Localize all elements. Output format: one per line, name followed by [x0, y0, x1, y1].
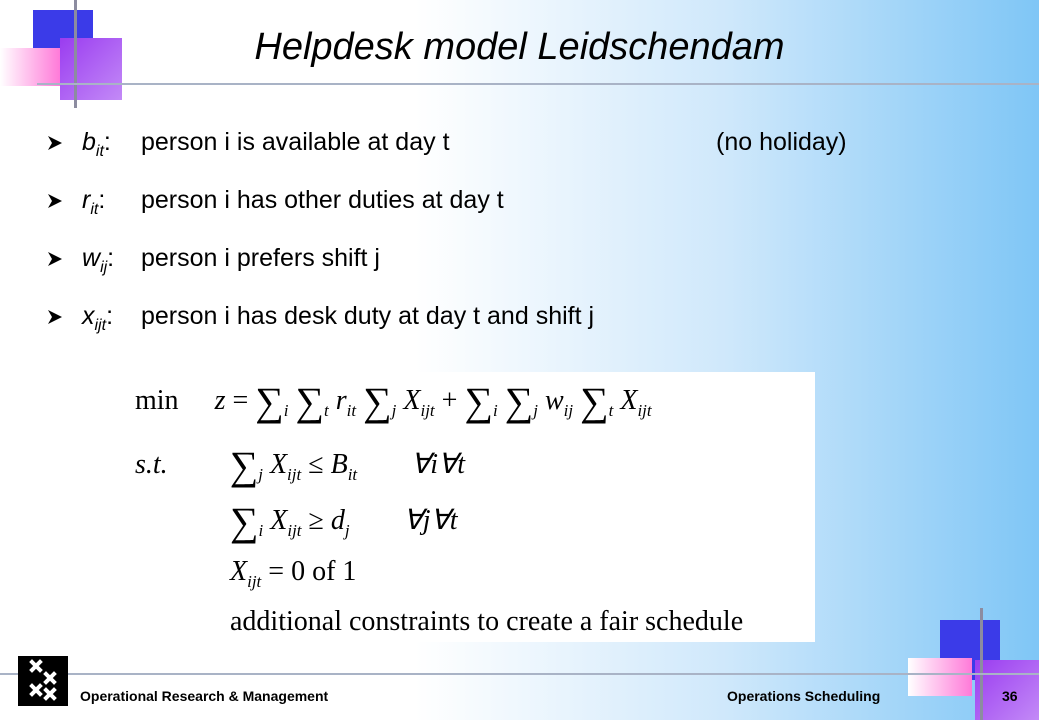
- footer-course: Operations Scheduling: [727, 688, 881, 704]
- equals-sign: =: [232, 385, 249, 416]
- deco-line-horizontal-br: [0, 673, 1039, 675]
- deco-square-pink-br: [908, 658, 972, 696]
- deco-line-vertical-br: [980, 608, 983, 720]
- variable-description: person i prefers shift j: [141, 244, 380, 272]
- variable-description: person i has other duties at day t: [141, 186, 504, 214]
- footer-department: Operational Research & Management: [80, 688, 329, 704]
- deco-line-horizontal: [37, 83, 1039, 85]
- variable-description: person i is available at day t: [141, 128, 450, 156]
- min-label: min: [135, 385, 179, 416]
- arrow-bullet-icon: [46, 192, 64, 210]
- variable-description: person i has desk duty at day t and shift j: [141, 302, 595, 330]
- quantifier-2: ∀j∀t: [403, 505, 458, 536]
- bullet-item: [46, 302, 946, 342]
- bullet-item: [46, 186, 946, 226]
- quantifier-1: ∀i∀t: [411, 449, 466, 480]
- subject-to-label: s.t.: [135, 449, 168, 480]
- variable-symbol: $w_{ij}$:: [82, 244, 115, 276]
- arrow-bullet-icon: [46, 308, 64, 326]
- variable-symbol: $r_{it}$:: [82, 186, 106, 218]
- constraint-row-4: [230, 606, 743, 638]
- variable-symbol: $x_{ijt}$:: [82, 302, 114, 334]
- variable-symbol: $b_{it}$:: [82, 128, 111, 160]
- arrow-bullet-icon: [46, 250, 64, 268]
- variable-note: (no holiday): [716, 128, 847, 156]
- bullet-item: [46, 128, 946, 168]
- additional-constraints: additional constraints to create a fair schedule: [230, 606, 744, 637]
- university-logo: [18, 656, 68, 706]
- page-number: 36: [1002, 688, 1018, 704]
- objective-row: $\min z = \sum_i$ $\sum_t$ $r_{it}$ $\sum_j$ $X_{ijt} + \sum_i$ $\sum_j$ $w_{ij}$ $\sum_t$ $X_{ijt}$: [135, 379, 652, 424]
- crosses-logo-icon: [18, 656, 68, 706]
- bullet-item: [46, 244, 946, 284]
- objective-variable: z: [214, 385, 226, 416]
- arrow-bullet-icon: [46, 134, 64, 152]
- formula-image: [125, 372, 815, 642]
- constraint-row-3: $X_{ijt} = 0$ of 1: [230, 556, 357, 591]
- slide-title: Helpdesk model Leidschendam: [254, 26, 785, 68]
- binary-domain: = 0 of 1: [268, 556, 357, 587]
- constraint-row-1: s.t. $\sum_j$ $X_{ijt} \le B_{it}$ ∀i∀t: [135, 443, 466, 488]
- constraint-row-2: $\sum_i$ $X_{ijt} \ge d_j$ ∀j∀t: [230, 499, 458, 544]
